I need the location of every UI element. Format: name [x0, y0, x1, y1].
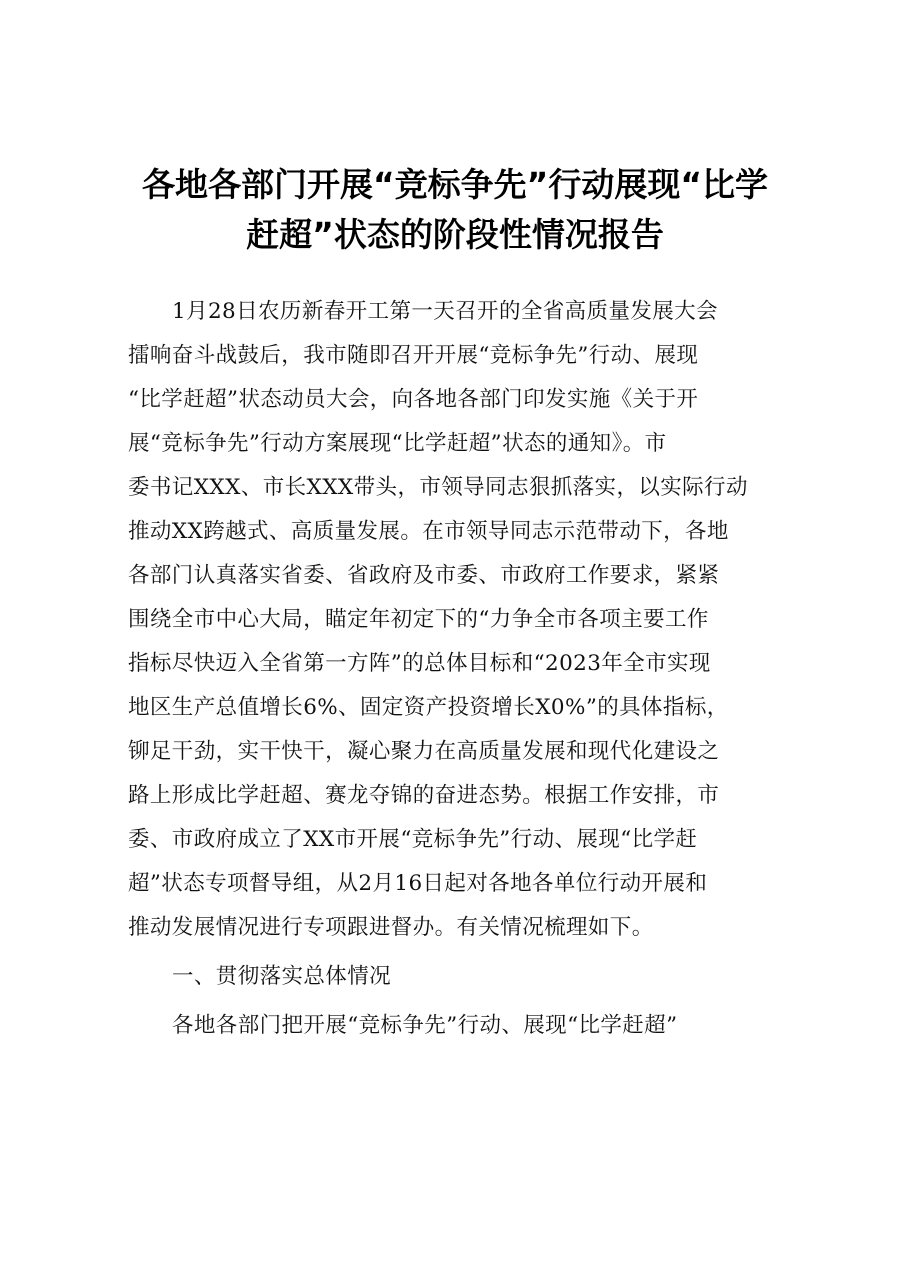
document-title [110, 160, 800, 260]
paragraph-section1 [128, 1004, 828, 1048]
paragraph-line: 推动发展情况进行专项跟进督办。有关情况梳理如下。 [128, 915, 654, 940]
document-body [128, 290, 828, 1048]
paragraph-line: 展“竞标争先”行动方案展现“比学赶超”状态的通知》。市 [128, 431, 667, 456]
paragraph-line: 指标尽快迈入全省第一方阵”的总体目标和“2023年全市实现 [128, 651, 711, 676]
paragraph-line: 委、市政府成立了XX市开展“竞标争先”行动、展现“比学赶 [128, 827, 698, 852]
paragraph-line: 地区生产总值增长6%、固定资产投资增长X0%”的具体指标， [128, 695, 729, 720]
paragraph-line: 路上形成比学赶超、赛龙夺锦的奋进态势。根据工作安排，市 [128, 783, 720, 808]
paragraph-line: 1月28日农历新春开工第一天召开的全省高质量发展大会 [172, 299, 718, 324]
paragraph-line: 围绕全市中心大局，瞄定年初定下的“力争全市各项主要工作 [128, 607, 709, 632]
paragraph-line: 超”状态专项督导组，从2月16日起对各地各单位行动开展和 [128, 871, 708, 896]
title-line: 赶超”状态的阶段性情况报告 [246, 215, 664, 254]
section-heading: 一、贯彻落实总体情况 [172, 964, 392, 989]
paragraph-line: 擂响奋斗战鼓后，我市随即召开开展“竞标争先”行动、展现 [128, 343, 699, 368]
paragraph-line: 推动XX跨越式、高质量发展。在市领导同志示范带动下，各地 [128, 519, 729, 544]
paragraph-intro [128, 290, 828, 950]
paragraph-line: “比学赶超”状态动员大会，向各地各部门印发实施《关于开 [128, 387, 699, 412]
paragraph-line: 各部门认真落实省委、省政府及市委、市政府工作要求，紧紧 [128, 563, 720, 588]
title-line: 各地各部门开展“竞标争先”行动展现“比学 [141, 165, 769, 204]
paragraph-line: 铆足干劲，实干快干，凝心聚力在高质量发展和现代化建设之 [128, 739, 720, 764]
paragraph-line: 委书记XXX、市长XXX带头，市领导同志狠抓落实，以实际行动 [128, 475, 748, 500]
paragraph-line: 各地各部门把开展“竞标争先”行动、展现“比学赶超” [172, 1013, 678, 1038]
